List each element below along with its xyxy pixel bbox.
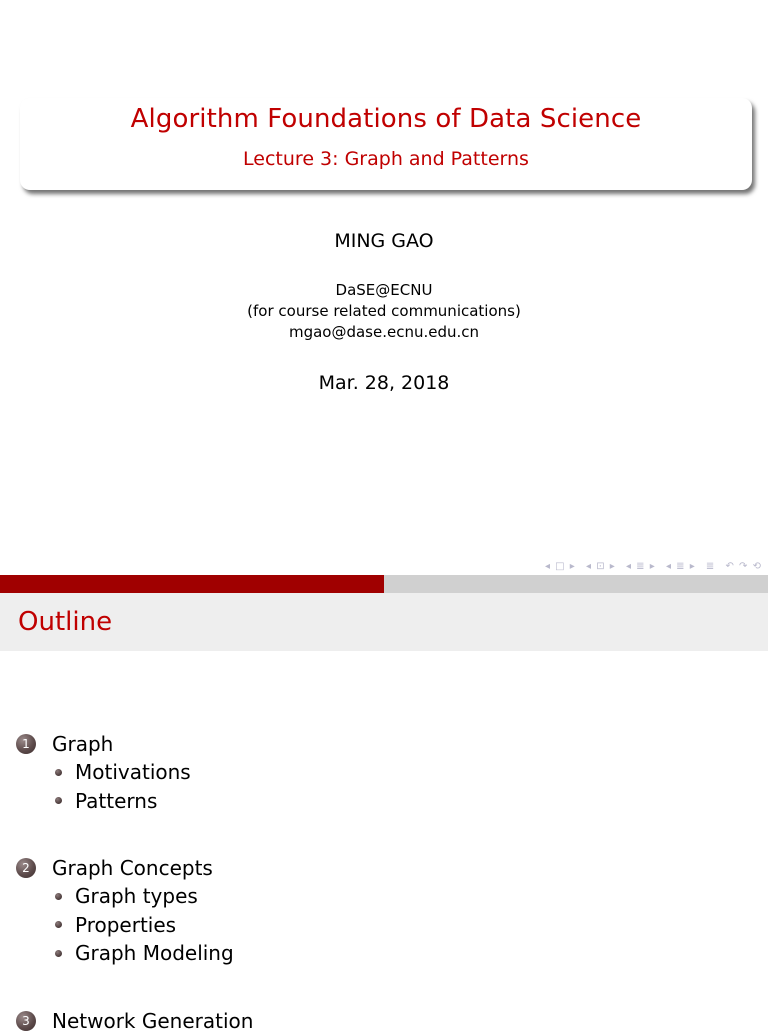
nav-section-icon[interactable]: ◂ ≣ ▸ — [625, 561, 656, 572]
nav-toc-icon[interactable]: ≣ — [705, 561, 716, 572]
nav-subsubsection-icon[interactable]: ◂ ≣ ▸ — [665, 561, 696, 572]
bullet-icon — [55, 921, 62, 928]
toc-subsection[interactable] — [55, 787, 756, 816]
toc-subsection-list — [55, 758, 756, 815]
toc-subsection[interactable] — [55, 911, 756, 940]
toc-subsection[interactable] — [55, 758, 756, 787]
toc-section[interactable] — [16, 730, 756, 758]
author-name: MING GAO — [334, 230, 434, 252]
section-spacer — [16, 968, 756, 1007]
progress-bar — [0, 575, 768, 593]
lecture-subtitle: Lecture 3: Graph and Patterns — [243, 148, 529, 170]
frame-title: Outline — [18, 607, 113, 637]
nav-frame-icon[interactable]: ◂ □ ▸ — [544, 561, 576, 572]
table-of-contents — [16, 730, 756, 1035]
beamer-navigation-bar — [539, 561, 762, 572]
lecture-date: Mar. 28, 2018 — [318, 372, 450, 394]
bullet-icon — [55, 797, 62, 804]
bullet-icon — [55, 769, 62, 776]
bullet-icon — [55, 950, 62, 957]
toc-subsection-title: Graph types — [75, 884, 198, 909]
affiliation-line: DaSE@ECNU — [335, 281, 433, 299]
author-affiliation — [0, 280, 768, 343]
nav-search-icon[interactable]: ↶ ↷ ⟲ — [725, 561, 762, 572]
author-email: mgao@dase.ecnu.edu.cn — [288, 323, 480, 341]
toc-subsection-title: Properties — [75, 912, 177, 937]
title-box — [20, 98, 752, 190]
lecture-title: Algorithm Foundations of Data Science — [130, 104, 642, 134]
section-spacer — [16, 815, 756, 854]
toc-section-title: Graph Concepts — [52, 856, 213, 880]
toc-section-title: Graph — [52, 732, 114, 756]
nav-subsection-icon[interactable]: ◂ ⊡ ▸ — [586, 561, 616, 572]
toc-section[interactable] — [16, 1007, 756, 1035]
toc-subsection-title: Motivations — [75, 760, 191, 785]
toc-subsection-title: Graph Modeling — [75, 941, 234, 966]
section-number-ball-icon: 1 — [16, 734, 36, 754]
toc-section-title: Network Generation — [52, 1008, 254, 1033]
toc-section[interactable] — [16, 854, 756, 882]
section-number-ball-icon: 2 — [16, 858, 36, 878]
toc-subsection[interactable] — [55, 939, 756, 968]
toc-subsection-title: Patterns — [75, 788, 158, 813]
progress-bar-fill — [0, 575, 384, 593]
frame-title-bar — [0, 593, 768, 651]
section-number-ball-icon: 3 — [16, 1011, 36, 1031]
toc-subsection[interactable] — [55, 882, 756, 911]
bullet-icon — [55, 893, 62, 900]
toc-subsection-list — [55, 882, 756, 968]
affiliation-line: (for course related communications) — [247, 302, 521, 320]
